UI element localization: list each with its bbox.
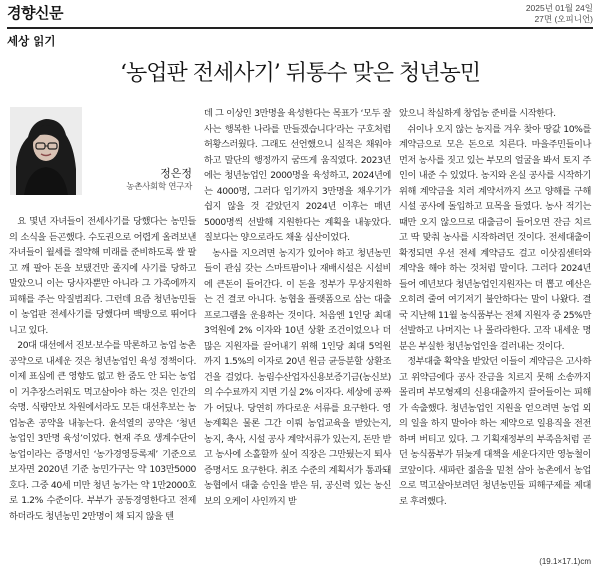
publication-date [526,3,593,25]
date-text: 2025년 01월 24일 [525,3,593,13]
header-rule [7,27,593,29]
author-portrait-icon [10,107,82,195]
paragraph: 정부대출 확약을 받았던 이들이 계약금은 고사하고 위약금에다 공사 잔금을 치르지 못해 소송까지 몰리며 부모형제의 신용대출까지 끌어들이는 피해가 속출했다. 청년농업인 지원을 얻으려면 농업 외의 일을 하지 말아야 하는 제약으로 일용직을 전전하며 버티고 있다. 그 기획재정부의 부족음처럼 곧던 농식품부가 뒤늦게 대책을 세운다지만 영농철이 코앞이다. 새파란 젊음을 밑천 삼아 농촌에서 농업으로 먹고살아보려던 청년농민들 피해구제를 제대로 후려했다. [399,356,591,507]
paragraph: 쉬이나 오지 않는 농지를 겨우 찾아 땅값 10%를 계약금으로 모은 돈으로 치른다. 마을주민들이나 먼저 농사를 짓고 있는 부모의 얼굴을 봐서 토지 주인이 내준 수 있었다. 농지와 온실 공사를 시작하기 위해 계약금을 치러 계약서까지 쓰고 양해를 구해 시설 공사에 돌입하고 묘목을 들였다. 농사 적기는 때만 오지 않으므로 대출금이 들어오면 잔금 치르고 딱 맞춰 농사를 시작하려던 것이다. 전세대출이 확정되면 우선 전세 계약금도 걸고 이삿짐센터와 계약을 해야 하는 것처럼 말이다. 그러다 2024년 들어 예년보다 청년농업인지원자는 더 뽑고 예산은 오히려 줄여 여기저기 불안하다는 말이 나왔다. 결국 지난해 11월 농식품부는 전체 지원자 중 25%만 선발하고 나머지는 나 몰라라한다. 고작 내세운 명분은 부실한 청년농업인을 걸러내는 것이다. [399,123,591,352]
page-text: 27면 (오피니언) [534,14,593,24]
author-byline [80,166,192,194]
article-size-note: (19.1×17.1)cm [539,557,591,566]
article-column-1 [9,214,196,524]
section-label: 세상 읽기 [7,34,56,48]
paragraph: 요 몇년 자녀들이 전세사기를 당했다는 농민들의 소식을 듣곤했다. 수도권으로 어렵게 올려보낸 자녀들이 월세를 절약해 미래를 준비하도록 쌀 팔고 깨 팔아 돈을 보탰건만 졸지에 사기를 당하고 말았으니 이는 당사자뿐만 아니라 그 가족에까지 피해를 주는 악질범죄다. 그런데 요즘 청년농민들이 농업판 전세사기를 당했다며 백방으로 뛰어다니고 있다. [9,216,196,336]
author-photo [10,107,82,195]
article-column-3 [399,106,591,509]
paragraph: 데 그 이상인 3만명을 육성한다는 목표가 ‘모두 잘사는 행복한 나라를 만들겠습니다’라는 구호처럼 허황스러웠다. 그래도 선언했으니 실적은 채워야 하고 말단의 행정까지 굼뜨게 움직였다. 2023년에는 청년농업인 2000명을 육성하고, 2024년에는 4000명, 그러다 임기까지 3만명을 채우기가 쉽지 않을 것 같았던지 2024년 이후는 매년 5000명씩 선발해 지원한다는 계획을 내놓았다. 질보다는 양으로라도 채울 심산이었다. [204,108,391,243]
headline: ‘농업판 전세사기’ 뒤통수 맞은 청년농민 [120,61,480,86]
paragraph: 았으니 착실하게 창업농 준비를 시작한다. [399,108,556,119]
paragraph: 20대 대선에서 진보·보수를 막론하고 농업 농촌 공약으로 내세운 것은 청년농업인 육성 정책이다. 이제 표심에 큰 영향도 없고 한 줌도 안 되는 농업이 거추장스러워도 먹고살아야 하는 것은 인간의 숙명. 식량안보 차원에서라도 모든 대선후보는 농업농촌 공약을 내놓는다. 윤석열의 공약은 ‘청년농업인 3만명 육성’이었다. 현재 주요 생계수단이 농업이라는 증명서인 ‘농가경영등록제’ 기준으로 보자면 2020년 기준 농민가구는 약 103만5000호다. 그중 40세 미만 청년 농가는 약 1만2000호로 1.2% 수준이다. 부부가 공동경영한다고 전제하더라도 청년농민 2만명이 채 되지 않을 텐 [9,340,196,522]
author-role: 농촌사회학 연구자 [126,182,192,192]
article-column-2 [204,106,391,509]
paragraph: 농사를 지으려면 농지가 있어야 하고 청년농민들이 관심 갖는 스마트팜이나 재배시설은 시설비에 큰돈이 들어간다. 이 돈을 정부가 무상지원하는 건 결코 아니다. 농협을 플랫폼으로 삼는 대출프로그램을 운용하는 것이다. 처음엔 1인당 최대 3억원에 2% 이자와 10년 상환 조건이었으나 더 많은 지원자를 끌어내기 위해 1인당 최대 5억원까지 1.5%의 이자로 20년 원금 균등분할 상환조건을 걸었다. 농림수산업자신용보증기금(농신보)의 수수료까지 지면 기실 2% 이자다. 세상에 공짜가 어딨나. 당연히 까다로운 서류를 요구한다. 영농계획은 물론 그간 이뤄 농업교육을 받았는지, 농지, 축사, 시설 공사 계약서류가 있는지, 돈만 받고 농사에 소홀할까 싶어 직장은 그만뒀는지 퇴사증명서도 요구한다. 취조 수준의 계획서가 통과돼 농협에서 대출 승인을 받은 뒤, 공신력 있는 농신보의 오케이 사인까지 받 [204,247,391,507]
newspaper-name: 경향신문 [7,4,63,22]
author-name: 정은정 [160,167,192,180]
